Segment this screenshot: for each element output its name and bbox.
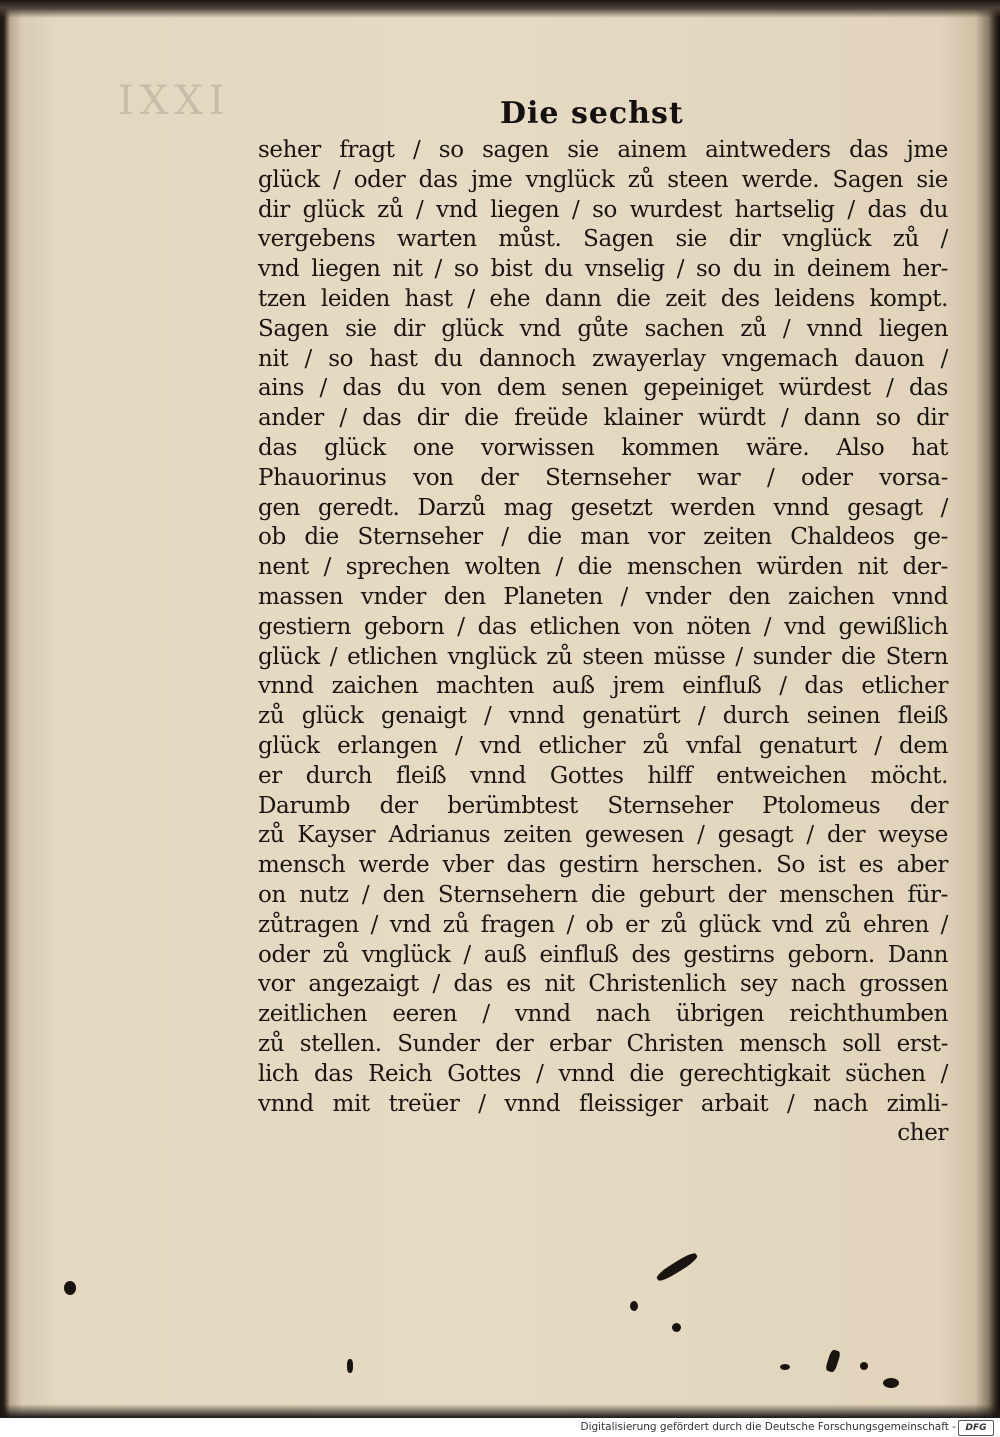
text-line: ains / das du von dem senen gepeiniget würdest / das [258, 375, 948, 402]
text-line: zů Kayser Adrianus zeiten gewesen / gesagt / der weyse [258, 822, 948, 849]
footer-bar [0, 1418, 1000, 1437]
ghost-folio-number: IXXI [118, 78, 231, 124]
text-line: tzen leiden hast / ehe dann die zeit des leidens kompt. [258, 285, 948, 312]
text-block [258, 136, 948, 1149]
text-line: zů glück genaigt / vnnd genatürt / durch seinen fleiß [258, 703, 948, 730]
ink-stain [655, 1251, 699, 1284]
text-line: vnnd zaichen machten auß jrem einfluß / das etlicher [258, 673, 948, 700]
ink-stain [883, 1378, 899, 1388]
text-line: vor angezaigt / das es nit Christenlich sey nach grossen [258, 971, 948, 998]
text-line: Sagen sie dir glück vnd gůte sachen zů / vnnd liegen [258, 315, 948, 342]
text-line: zůtragen / vnd zů fragen / ob er zů glück vnd zů ehren / [258, 911, 948, 938]
text-line: massen vnder den Planeten / vnder den zaichen vnnd [258, 583, 948, 610]
text-line: seher fragt / so sagen sie ainem aintweders das jme [258, 137, 948, 163]
text-line: Darumb der berümbtest Sternseher Ptolomeus der [258, 792, 948, 819]
text-line: vergebens warten můst. Sagen sie dir vnglück zů / [258, 226, 948, 253]
text-line: oder zů vnglück / auß einfluß des gestirns geborn. Dann [258, 941, 948, 968]
ink-stain [630, 1301, 638, 1311]
text-line: er durch fleiß vnnd Gottes hilff entweichen möcht. [258, 762, 948, 789]
text-line: on nutz / den Sternsehern die geburt der menschen für- [258, 881, 948, 908]
text-line: zeitlichen eeren / vnnd nach übrigen reichthumben [258, 1001, 948, 1028]
running-header: Die sechst [500, 96, 684, 131]
funding-credit: Digitalisierung gefördert durch die Deutsche Forschungsgemeinschaft - [580, 1421, 956, 1433]
text-line: nent / sprechen wolten / die menschen würden nit der- [258, 554, 948, 581]
text-line: nit / so hast du dannoch zwayerlay vngemach dauon / [258, 345, 948, 372]
text-line: mensch werde vber das gestirn herschen. So ist es aber [258, 852, 948, 879]
text-line: gen geredt. Darzů mag gesetzt werden vnnd gesagt / [258, 494, 948, 521]
ink-stain [825, 1349, 841, 1373]
text-line: vnnd mit treüer / vnnd fleissiger arbait / nach zimli- [258, 1090, 948, 1117]
text-line: glück / etlichen vnglück zů steen müsse / sunder die Stern [258, 643, 948, 670]
catchword: cher [897, 1120, 948, 1147]
ink-stain [780, 1364, 790, 1370]
text-line: glück / oder das jme vnglück zů steen werde. Sagen sie [258, 166, 948, 193]
text-line: ob die Sternseher / die man vor zeiten Chaldeos ge- [258, 524, 948, 551]
text-line: lich das Reich Gottes / vnnd die gerechtigkait süchen / [258, 1060, 948, 1087]
text-line: vnd liegen nit / so bist du vnselig / so du in deinem her- [258, 256, 948, 283]
text-line: ander / das dir die freüde klainer würdt / dann so dir [258, 405, 948, 432]
text-line: gestiern geborn / das etlichen von nöten / vnd gewißlich [258, 613, 948, 640]
text-line: das glück one vorwissen kommen wäre. Also hat [258, 434, 948, 461]
ink-stain [672, 1323, 681, 1332]
text-line: zů stellen. Sunder der erbar Christen mensch soll erst- [258, 1030, 948, 1057]
ink-stain [347, 1359, 353, 1373]
dfg-logo: DFG [958, 1420, 994, 1436]
ink-stain [860, 1362, 868, 1370]
text-line: Phauorinus von der Sternseher war / oder vorsa- [258, 464, 948, 491]
text-line: dir glück zů / vnd liegen / so wurdest hartselig / das du [258, 196, 948, 223]
ink-stain [64, 1281, 76, 1295]
text-line: glück erlangen / vnd etlicher zů vnfal genaturt / dem [258, 732, 948, 759]
